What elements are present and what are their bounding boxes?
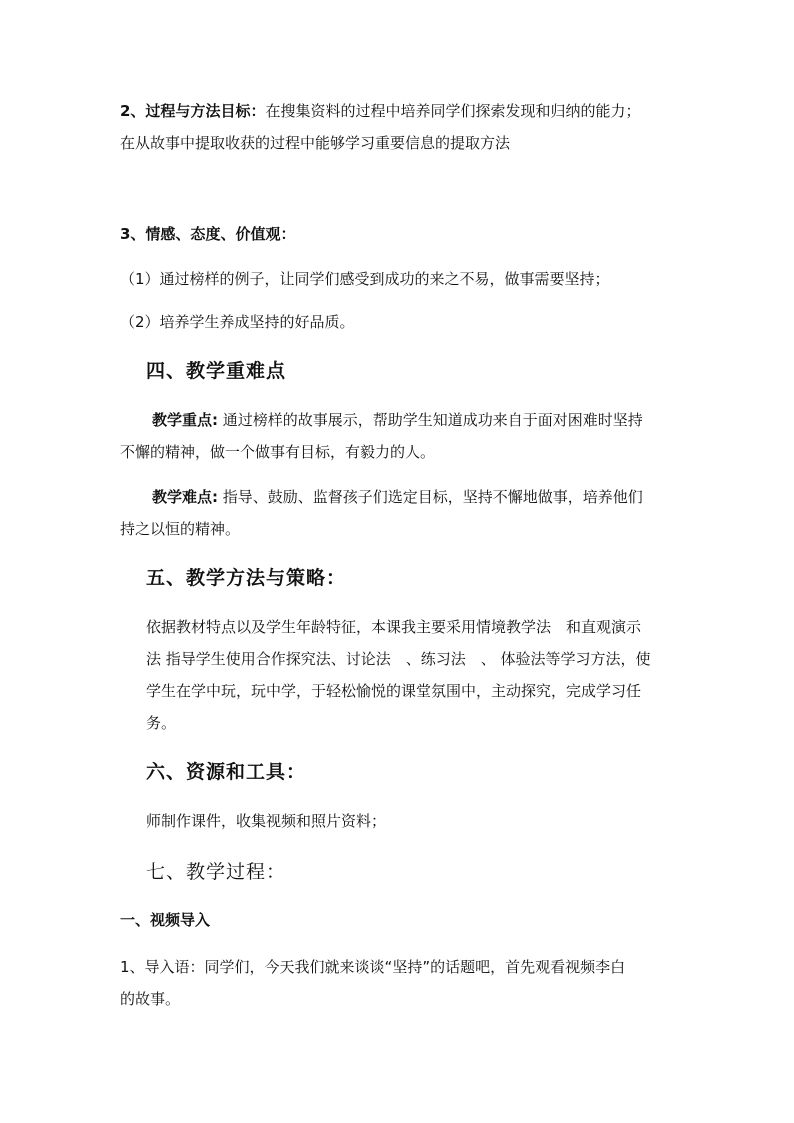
difficulty-line2: 持之以恒的精神。 [120,520,241,538]
section5-line: 依据教材特点以及学生年龄特征，本课我主要采用情境教学法 和直观演示 [146,618,642,636]
section5-line: 务。 [146,714,177,732]
section7-subheading: 一、视频导入 [120,911,211,929]
step1-line2: 的故事。 [120,990,181,1008]
section5-line: 学生在学中玩，玩中学，于轻松愉悦的课堂氛围中，主动探究，完成学习任 [146,682,642,700]
section5-line: 法 指导学生使用合作探究法、讨论法 、练习法 、 体验法等学习方法，使 [146,650,651,668]
goal3-label: 3、情感、态度、价值观： [120,225,296,243]
key-point-label: 教学重点: [152,411,218,429]
goal2-line [120,101,640,121]
key-point-line [152,410,643,430]
step1-line1: 1、导入语：同学们，今天我们就来谈谈“坚持”的话题吧，首先观看视频李白 [120,958,626,976]
key-point-text: 通过榜样的故事展示，帮助学生知道成功来自于面对困难时坚持 [218,411,643,429]
difficulty-text: 指导、鼓励、监督孩子们选定目标，坚持不懈地做事，培养他们 [218,488,643,506]
goal2-label: 2、过程与方法目标： [120,102,266,120]
goal2-text: 在搜集资料的过程中培养同学们探索发现和归纳的能力； [265,102,641,120]
goal3-item2: （2）培养学生养成坚持的好品质。 [120,313,355,331]
difficulty-line [152,487,643,507]
section5-heading: 五、教学方法与策略： [146,567,347,589]
key-point-line2: 不懈的精神，做一个做事有目标，有毅力的人。 [120,443,436,461]
section6-heading: 六、资源和工具： [146,761,307,783]
section6-text: 师制作课件，收集视频和照片资料； [146,812,387,830]
difficulty-label: 教学难点: [152,488,218,506]
section4-heading: 四、教学重难点 [146,360,287,382]
goal2-line2: 在从故事中提取收获的过程中能够学习重要信息的提取方法 [120,134,511,152]
goal3-item1: （1）通过榜样的例子，让同学们感受到成功的来之不易，做事需要坚持； [120,270,610,288]
section7-heading: 七、教学过程： [146,861,287,883]
